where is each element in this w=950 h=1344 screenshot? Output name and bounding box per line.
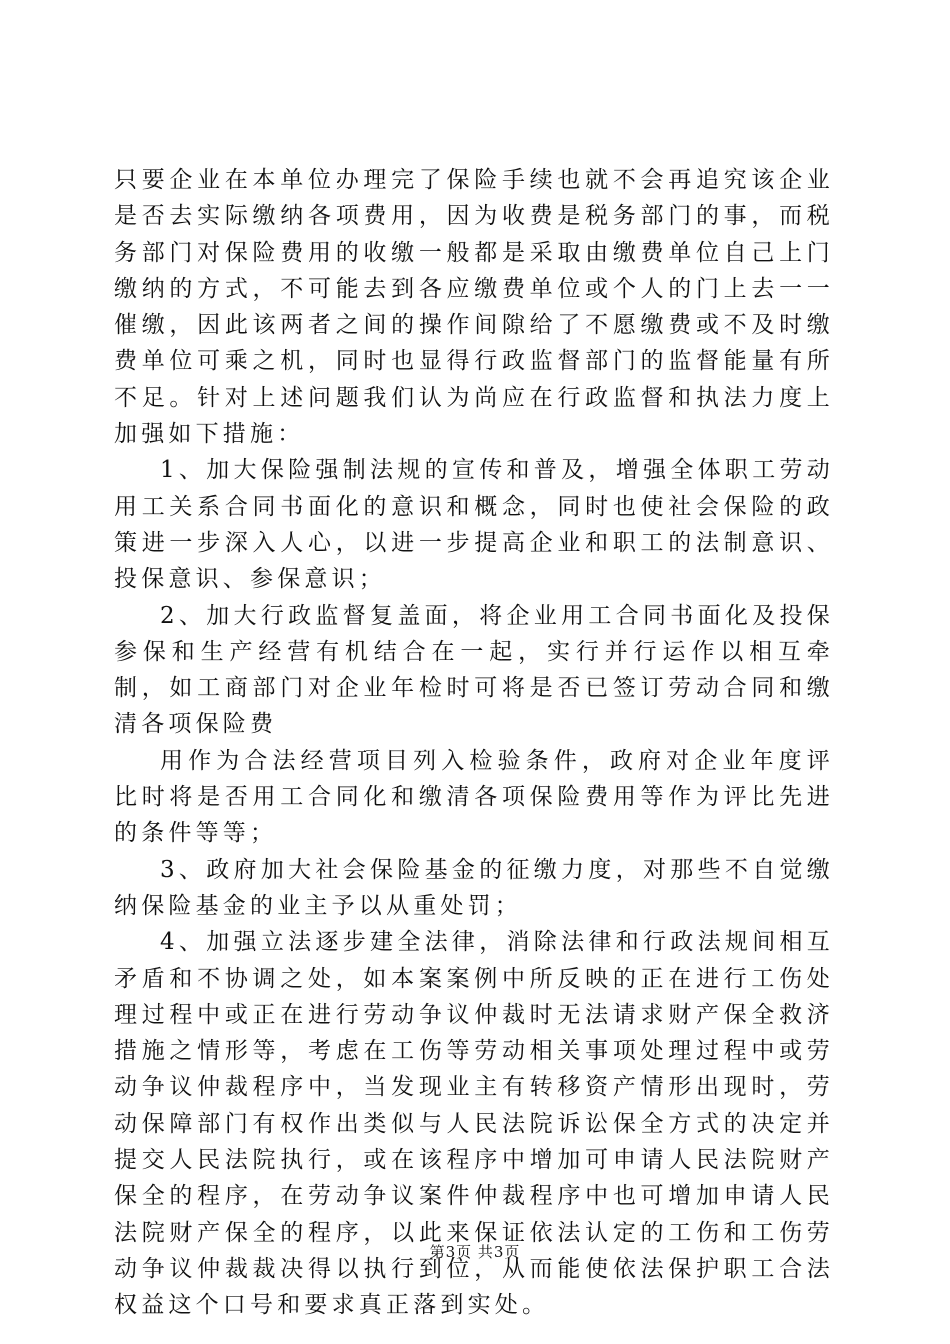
paragraph-measure-4: 4、加强立法逐步建全法律，消除法律和行政法规间相互矛盾和不协调之处，如本案案例中所反映的正在进行工伤处理过程中或正在进行劳动争议仲裁时无法请求财产保全救济措施之情形等，考虑在工伤等劳动相关事项处理过程中或劳动争议仲裁程序中，当发现业主有转移资产情形出现时，劳动保障部门有权作出类似与人民法院诉讼保全方式的决定并提交人民法院执行，或在该程序中增加可申请人民法院财产保全的程序，在劳动争议案件仲裁程序中也可增加申请人民法院财产保全的程序，以此来保证依法认定的工伤和工伤劳动争议仲裁裁决得以执行到位，从而能使依法保护职工合法权益这个口号和要求真正落到实处。 <box>114 929 834 1319</box>
page-footer <box>0 1241 950 1262</box>
paragraph-intro: 只要企业在本单位办理完了保险手续也就不会再追究该企业是否去实际缴纳各项费用，因为收费是税务部门的事，而税务部门对保险费用的收缴一般都是采取由缴费单位自己上门缴纳的方式，不可能去到各应缴费单位或个人的门上去一一催缴，因此该两者之间的操作间隙给了不愿缴费或不及时缴费单位可乘之机，同时也显得行政监督部门的监督能量有所不足。针对上述问题我们认为尚应在行政监督和执法力度上加强如下措施： <box>114 167 834 448</box>
document-body <box>114 162 834 1324</box>
page-number-label: 第3页 共3页 <box>429 1243 521 1261</box>
paragraph-measure-2: 2、加大行政监督复盖面，将企业用工合同书面化及投保参保和生产经营有机结合在一起，实行并行运作以相互牵制，如工商部门对企业年检时可将是否已签订劳动合同和缴清各项保险费 <box>114 602 834 738</box>
paragraph-measure-3: 3、政府加大社会保险基金的征缴力度，对那些不自觉缴纳保险基金的业主予以从重处罚； <box>114 856 834 919</box>
paragraph-measure-2-continued: 用作为合法经营项目列入检验条件，政府对企业年度评比时将是否用工合同化和缴清各项保险费用等作为评比先进的条件等等； <box>114 747 834 847</box>
paragraph-measure-1: 1、加大保险强制法规的宣传和普及，增强全体职工劳动用工关系合同书面化的意识和概念，同时也使社会保险的政策进一步深入人心，以进一步提高企业和职工的法制意识、投保意识、参保意识； <box>114 457 834 593</box>
